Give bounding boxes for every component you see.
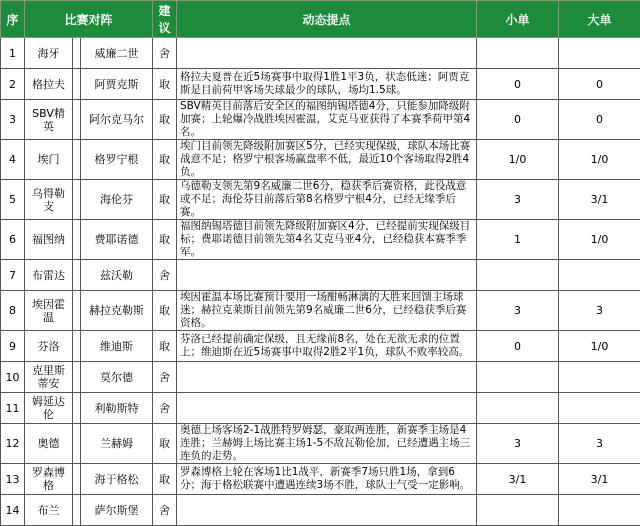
away-team: 阿贾克斯 xyxy=(81,69,153,100)
vs-label xyxy=(73,424,81,464)
away-team: 海伦芬 xyxy=(81,180,153,220)
table-row xyxy=(1,180,640,220)
vs-label xyxy=(73,362,81,393)
pick-cell: 舍 xyxy=(153,393,177,424)
pick-cell: 舍 xyxy=(153,38,177,69)
pick-cell: 舍 xyxy=(153,260,177,291)
home-team: 埃门 xyxy=(25,140,73,180)
away-team: 威廉二世 xyxy=(81,38,153,69)
pick-cell: 取 xyxy=(153,331,177,362)
analysis-cell xyxy=(177,260,477,291)
away-team: 阿尔克马尔 xyxy=(81,100,153,140)
analysis-cell xyxy=(177,495,477,526)
analysis-cell: 格拉夫夏普在近5场赛事中取得1胜1平3负，状态低迷；阿贾克斯是目前荷甲客场失球最少的球队，场均1.5球。 xyxy=(177,69,477,100)
header-match: 比赛对阵 xyxy=(25,1,153,38)
small-cell xyxy=(477,260,559,291)
away-team: 维迪斯 xyxy=(81,331,153,362)
big-cell xyxy=(559,495,640,526)
big-cell: 3 xyxy=(559,424,640,464)
big-cell xyxy=(559,393,640,424)
table-row xyxy=(1,464,640,495)
away-team: 萨尔斯堡 xyxy=(81,495,153,526)
home-team: SBV精英 xyxy=(25,100,73,140)
small-cell: 1 xyxy=(477,220,559,260)
analysis-cell: SBV精英目前落后安全区的福图纳锡塔德4分，只能参加降级附加赛；上轮爆冷战胜埃因霍温，艾克马亚获得了本赛季荷甲第4名。 xyxy=(177,100,477,140)
analysis-cell: 芬洛已经提前确定保级，且无缘前8名，处在无欲无求的位置上；维迪斯在近5场赛事中取得2胜2平1负，球队不败率较高。 xyxy=(177,331,477,362)
pick-cell: 取 xyxy=(153,100,177,140)
pick-cell: 取 xyxy=(153,291,177,331)
small-cell: 0 xyxy=(477,100,559,140)
home-team: 格拉夫 xyxy=(25,69,73,100)
vs-label xyxy=(73,100,81,140)
pick-cell: 舍 xyxy=(153,495,177,526)
home-team: 罗森博格 xyxy=(25,464,73,495)
pick-cell: 取 xyxy=(153,424,177,464)
table-row xyxy=(1,495,640,526)
row-number: 5 xyxy=(1,180,25,220)
big-cell xyxy=(559,362,640,393)
small-cell xyxy=(477,495,559,526)
small-cell xyxy=(477,393,559,424)
home-team: 福图纳 xyxy=(25,220,73,260)
vs-label xyxy=(73,495,81,526)
header-no: 序 xyxy=(1,1,25,38)
analysis-cell: 埃因霍温本场比赛预计要用一场酣畅淋漓的大胜来回馈主场球迷；赫拉克莱斯目前领先第9名威廉二世6分，已经稳获季后赛资格。 xyxy=(177,291,477,331)
analysis-cell xyxy=(177,362,477,393)
analysis-cell xyxy=(177,393,477,424)
header-big: 大单 xyxy=(559,1,640,38)
pick-cell: 取 xyxy=(153,464,177,495)
vs-label xyxy=(73,331,81,362)
away-team: 格罗宁根 xyxy=(81,140,153,180)
table-row xyxy=(1,69,640,100)
pick-cell: 舍 xyxy=(153,362,177,393)
vs-label xyxy=(73,69,81,100)
vs-label xyxy=(73,393,81,424)
small-cell: 1/0 xyxy=(477,140,559,180)
table-row xyxy=(1,260,640,291)
header-analysis: 动态提点 xyxy=(177,1,477,38)
row-number: 1 xyxy=(1,38,25,69)
away-team: 兹沃勒 xyxy=(81,260,153,291)
away-team: 兰赫姆 xyxy=(81,424,153,464)
vs-label xyxy=(73,260,81,291)
analysis-cell: 奥德上场客场2-1战胜特罗姆瑟，豪取两连胜，新赛季主场是4连胜；兰赫姆上场比赛主场1-5不敌瓦勒伦加，已经遭遇主场三连负的走势。 xyxy=(177,424,477,464)
small-cell: 3 xyxy=(477,180,559,220)
home-team: 海牙 xyxy=(25,38,73,69)
vs-label xyxy=(73,220,81,260)
analysis-cell: 罗森博格上轮在客场1比1战平，新赛季7场只胜1场，拿到6分；海于格松联赛中遭遇连续3场不胜，球队士气受一定影响。 xyxy=(177,464,477,495)
big-cell: 3/1 xyxy=(559,180,640,220)
row-number: 14 xyxy=(1,495,25,526)
big-cell: 0 xyxy=(559,100,640,140)
small-cell: 0 xyxy=(477,331,559,362)
home-team: 克里斯蒂安 xyxy=(25,362,73,393)
analysis-cell xyxy=(177,38,477,69)
row-number: 10 xyxy=(1,362,25,393)
pick-cell: 取 xyxy=(153,180,177,220)
home-team: 布兰 xyxy=(25,495,73,526)
small-cell: 3 xyxy=(477,291,559,331)
small-cell xyxy=(477,362,559,393)
pick-cell: 取 xyxy=(153,140,177,180)
row-number: 13 xyxy=(1,464,25,495)
big-cell: 3/1 xyxy=(559,464,640,495)
small-cell xyxy=(477,38,559,69)
big-cell: 0 xyxy=(559,69,640,100)
home-team: 乌得勒支 xyxy=(25,180,73,220)
away-team: 费耶诺德 xyxy=(81,220,153,260)
table-row xyxy=(1,38,640,69)
pick-cell: 取 xyxy=(153,69,177,100)
big-cell: 3 xyxy=(559,291,640,331)
row-number: 12 xyxy=(1,424,25,464)
home-team: 奥德 xyxy=(25,424,73,464)
row-number: 2 xyxy=(1,69,25,100)
vs-label xyxy=(73,180,81,220)
pick-cell: 取 xyxy=(153,220,177,260)
home-team: 姆延达伦 xyxy=(25,393,73,424)
table-body xyxy=(1,38,640,526)
table-row xyxy=(1,140,640,180)
row-number: 4 xyxy=(1,140,25,180)
small-cell: 0 xyxy=(477,69,559,100)
away-team: 莫尔德 xyxy=(81,362,153,393)
away-team: 海于格松 xyxy=(81,464,153,495)
table-row xyxy=(1,331,640,362)
big-cell xyxy=(559,260,640,291)
vs-label xyxy=(73,291,81,331)
table-row xyxy=(1,100,640,140)
table-row xyxy=(1,220,640,260)
away-team: 利勒斯特 xyxy=(81,393,153,424)
header-pick: 建议 xyxy=(153,1,177,38)
big-cell xyxy=(559,38,640,69)
big-cell: 1/0 xyxy=(559,220,640,260)
row-number: 8 xyxy=(1,291,25,331)
header-small: 小单 xyxy=(477,1,559,38)
row-number: 7 xyxy=(1,260,25,291)
vs-label xyxy=(73,140,81,180)
big-cell: 1/0 xyxy=(559,140,640,180)
small-cell: 3/1 xyxy=(477,464,559,495)
vs-label xyxy=(73,464,81,495)
row-number: 3 xyxy=(1,100,25,140)
analysis-cell: 福图纳锡塔德目前领先降级附加赛区4分，已经提前实现保级目标；费耶诺德目前领先第4名艾克马亚4分，已经稳获本赛季季军。 xyxy=(177,220,477,260)
row-number: 9 xyxy=(1,331,25,362)
analysis-cell: 乌德勒支领先第9名威廉二世6分，稳获季后赛资格，此役战意或不足；海伦芬目前落后第8名格罗宁根4分，已经无缘季后赛。 xyxy=(177,180,477,220)
table-row xyxy=(1,424,640,464)
home-team: 布雷达 xyxy=(25,260,73,291)
table-row xyxy=(1,362,640,393)
row-number: 11 xyxy=(1,393,25,424)
big-cell: 1/0 xyxy=(559,331,640,362)
small-cell: 3 xyxy=(477,424,559,464)
table-row xyxy=(1,393,640,424)
vs-label xyxy=(73,38,81,69)
row-number: 6 xyxy=(1,220,25,260)
header-row xyxy=(1,1,640,38)
away-team: 赫拉克勒斯 xyxy=(81,291,153,331)
home-team: 芬洛 xyxy=(25,331,73,362)
analysis-cell: 埃门目前领先降级附加赛区5分，已经实现保级，球队本场比赛战意不足；格罗宁根客场赢盘率不低，最近10个客场取得2胜4负。 xyxy=(177,140,477,180)
table-row xyxy=(1,291,640,331)
home-team: 埃因霍温 xyxy=(25,291,73,331)
